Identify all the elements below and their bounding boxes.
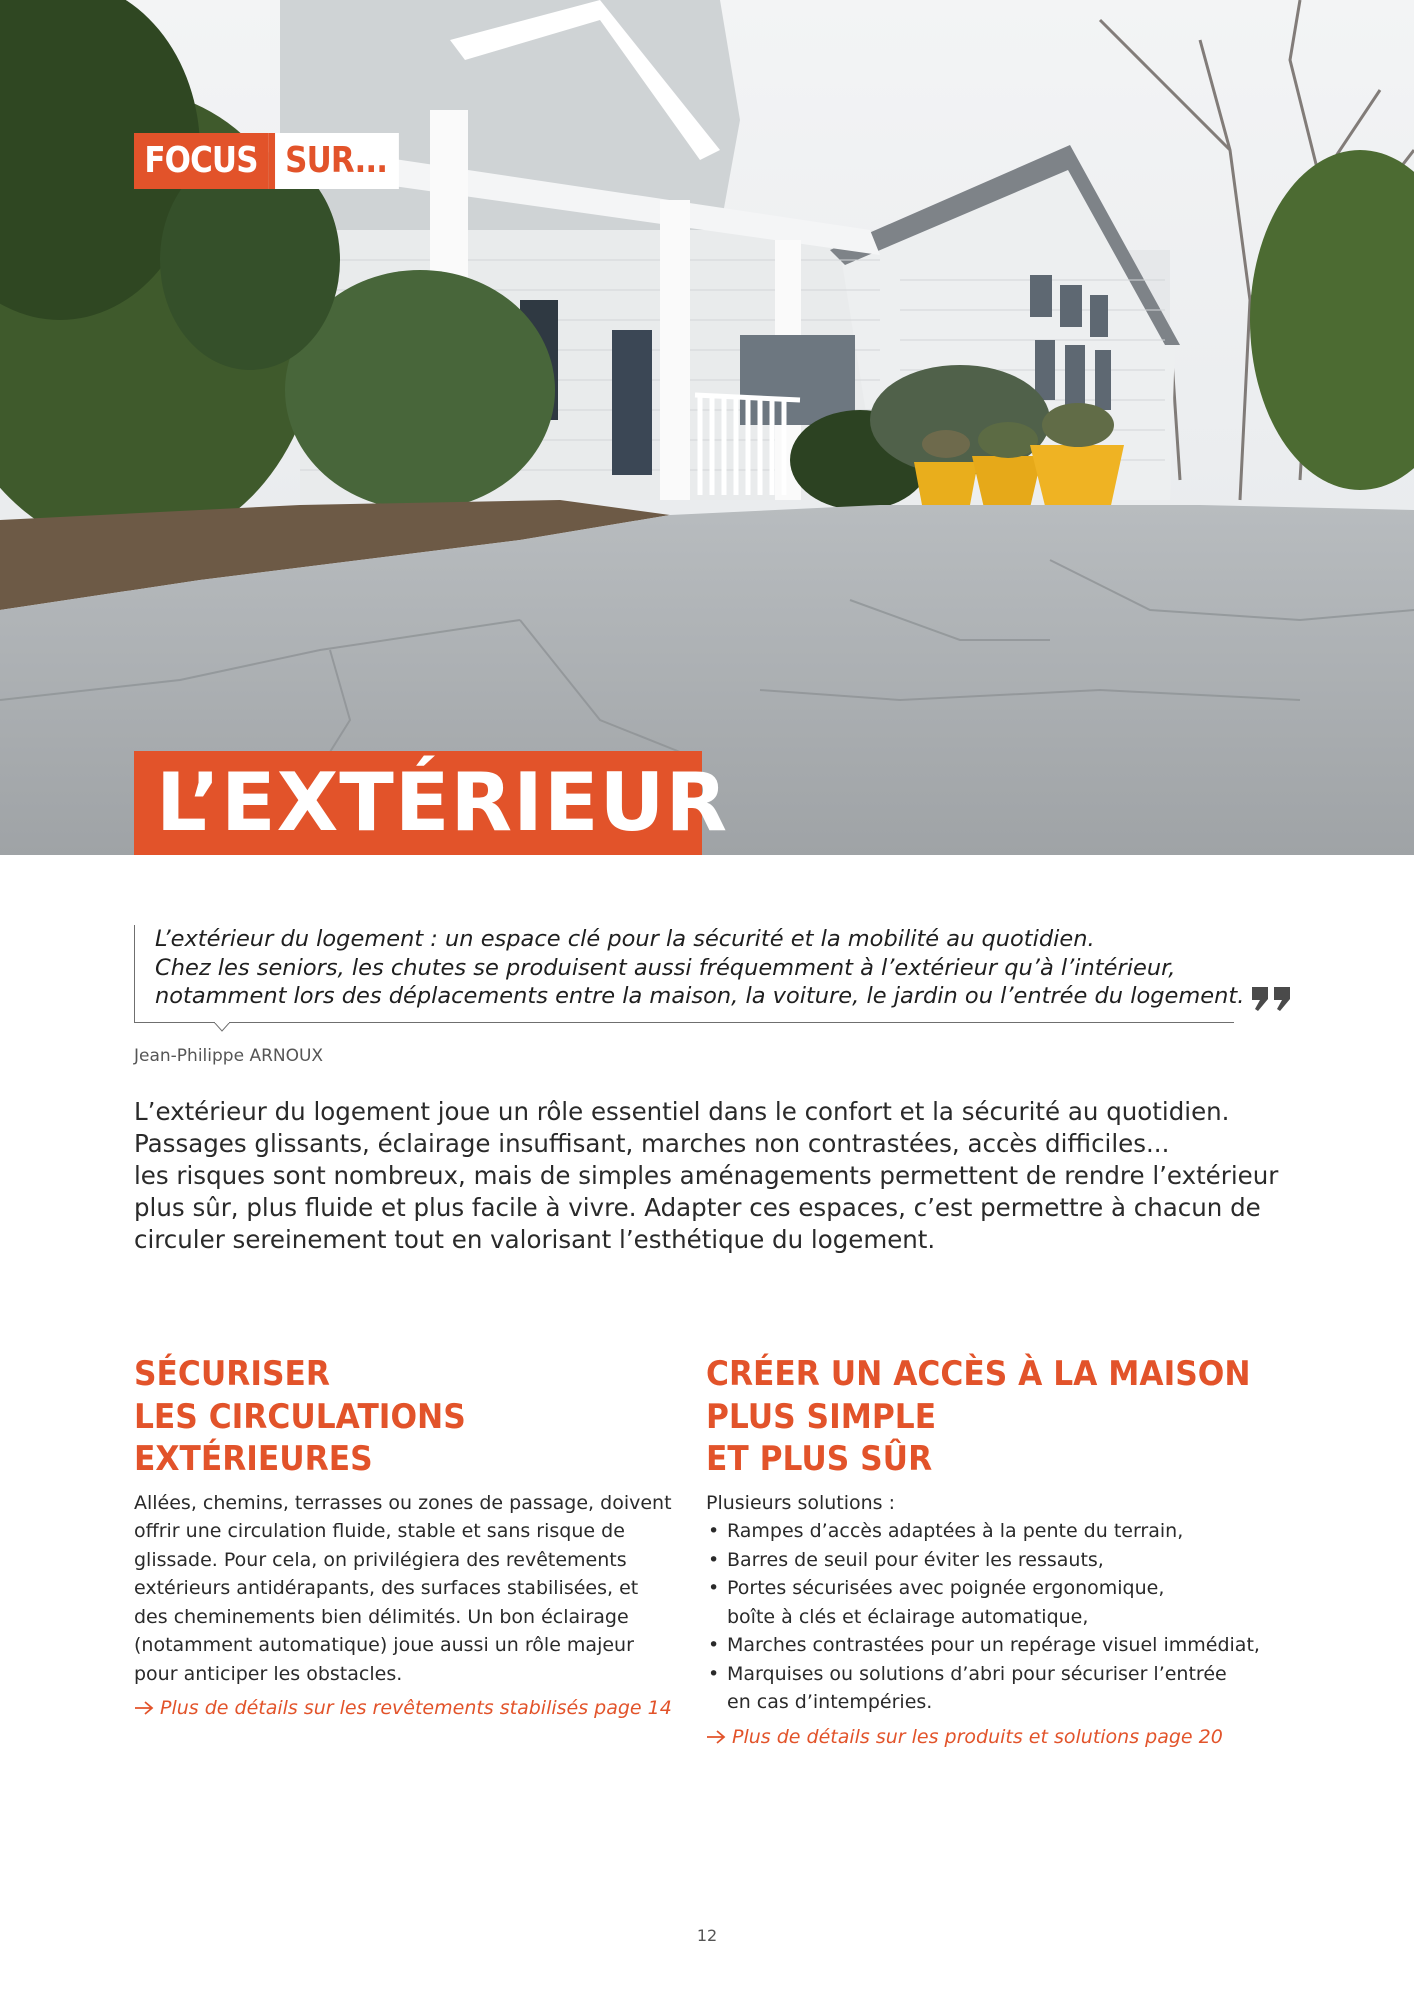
body-line: (notamment automatique) joue aussi un rôle majeur xyxy=(134,1634,634,1656)
details-link-revetements[interactable] xyxy=(134,1694,694,1722)
page-title: L’EXTÉRIEUR xyxy=(134,751,702,855)
body-line: Allées, chemins, terrasses ou zones de passage, doivent xyxy=(134,1491,672,1514)
closing-quote-icon xyxy=(1250,985,1292,1013)
list-item-text: en cas d’intempéries. xyxy=(727,1691,933,1713)
list-item xyxy=(706,1546,1286,1575)
body-line: glissade. Pour cela, on privilégiera des revêtements xyxy=(134,1548,627,1571)
details-link-text: Plus de détails sur les produits et solutions page 20 xyxy=(732,1725,1223,1748)
list-intro: Plusieurs solutions : xyxy=(706,1491,896,1514)
page-number: 12 xyxy=(696,1926,718,1945)
intro-paragraph xyxy=(134,1096,1294,1256)
section-securiser xyxy=(134,1353,694,1722)
intro-line: Passages glissants, éclairage insuffisant, marches non contrastées, accès difficiles... xyxy=(134,1129,1170,1158)
quote-line: notamment lors des déplacements entre la maison, la voiture, le jardin ou l’entrée du logement. xyxy=(155,983,1245,1009)
focus-sur-text: SUR... xyxy=(285,140,388,181)
body-line: extérieurs antidérapants, des surfaces stabilisées, et xyxy=(134,1577,639,1599)
list-item-text: Marches contrastées pour un repérage visuel immédiat, xyxy=(727,1634,1260,1656)
body-line: offrir une circulation fluide, stable et sans risque de xyxy=(134,1520,625,1542)
list-item-text: Barres de seuil pour éviter les ressauts, xyxy=(727,1548,1104,1571)
heading-line: ET PLUS SÛR xyxy=(706,1439,933,1479)
focus-word: FOCUS xyxy=(134,133,268,189)
heading-line: PLUS SIMPLE xyxy=(706,1396,937,1437)
list-item-text: boîte à clés et éclairage automatique, xyxy=(727,1605,1089,1628)
intro-line: circuler sereinement tout en valorisant l’esthétique du logement. xyxy=(134,1225,936,1254)
heading-line: CRÉER UN ACCÈS À LA MAISON xyxy=(706,1354,1251,1394)
list-item xyxy=(706,1631,1286,1660)
arrow-right-icon xyxy=(134,1700,154,1716)
heading-line: SÉCURISER xyxy=(134,1354,330,1394)
quote-block xyxy=(134,925,1245,1023)
focus-divider xyxy=(268,133,275,189)
intro-line: plus sûr, plus fluide et plus facile à vivre. Adapter ces espaces, c’est permettre à chacun de xyxy=(134,1193,1261,1222)
section-body xyxy=(706,1489,1286,1717)
section-acces-maison xyxy=(706,1353,1286,1751)
list-item xyxy=(706,1517,1286,1546)
intro-line: L’extérieur du logement joue un rôle essentiel dans le confort et la sécurité au quotidien. xyxy=(134,1097,1230,1126)
list-item xyxy=(706,1574,1286,1631)
details-link-text: Plus de détails sur les revêtements stabilisés page 14 xyxy=(160,1697,672,1719)
quote-author: Jean-Philippe ARNOUX xyxy=(134,1046,324,1066)
list-item-text: Portes sécurisées avec poignée ergonomique, xyxy=(727,1577,1165,1599)
list-item-text: Marquises ou solutions d’abri pour sécuriser l’entrée xyxy=(727,1662,1227,1685)
heading-line: LES CIRCULATIONS xyxy=(134,1396,466,1437)
quote-line: Chez les seniors, les chutes se produisent aussi fréquemment à l’extérieur qu’à l’intérieur, xyxy=(155,954,1176,981)
intro-line: les risques sont nombreux, mais de simples aménagements permettent de rendre l’extérieur xyxy=(134,1161,1279,1190)
heading-line: EXTÉRIEURES xyxy=(134,1439,373,1479)
focus-sur-word xyxy=(268,133,399,189)
arrow-right-icon xyxy=(706,1729,726,1745)
list-item xyxy=(706,1660,1286,1717)
quote-line: L’extérieur du logement : un espace clé pour la sécurité et la mobilité au quotidien. xyxy=(155,926,1095,952)
solutions-list xyxy=(706,1517,1286,1717)
list-item-text: Rampes d’accès adaptées à la pente du terrain, xyxy=(727,1520,1184,1542)
focus-tag xyxy=(134,133,388,189)
details-link-produits[interactable] xyxy=(706,1723,1286,1751)
house-illustration xyxy=(0,0,1414,855)
section-body xyxy=(134,1489,694,1689)
hero-image xyxy=(0,0,1414,855)
section-heading xyxy=(706,1353,1251,1481)
section-heading xyxy=(134,1353,649,1481)
body-line: pour anticiper les obstacles. xyxy=(134,1662,403,1685)
quote-pointer-icon xyxy=(214,1022,230,1032)
body-line: des cheminements bien délimités. Un bon éclairage xyxy=(134,1605,629,1628)
